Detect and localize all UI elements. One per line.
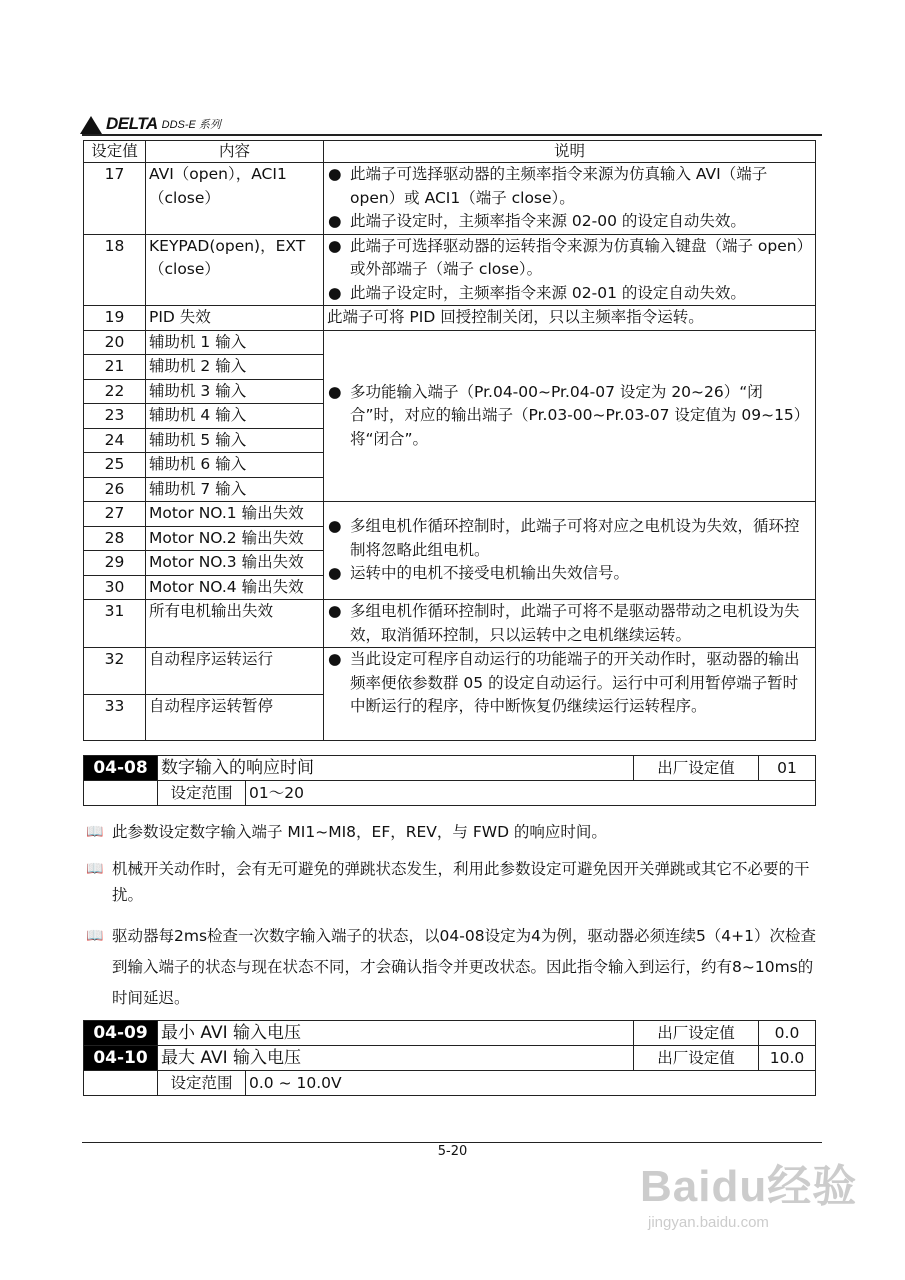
table-row [84,600,816,648]
setting-value: 27 [84,502,146,527]
note-text: 驱动器每2ms检查一次数字输入端子的状态，以04-08设定为4为例，驱动器必须连续5（4+1）次检查到输入端子的状态与现在状态不同，才会确认指令并更改状态。因此指令输入到运行，约有8~10ms的时间延迟。 [112,927,817,1007]
setting-content: Motor NO.4 输出失效 [146,575,324,600]
setting-value: 26 [84,477,146,502]
description: 此端子可选择驱动器的主频率指令来源为仿真输入 AVI（端子 open）或 ACI1（端子 close）。 [350,165,768,207]
column-header: 设定值 [84,141,146,163]
range-value: 0.0 ~ 10.0V [246,1071,816,1096]
setting-content: KEYPAD(open)，EXT（close） [146,234,324,306]
setting-value: 31 [84,600,146,648]
parameter-04-09-04-10 [83,1020,816,1096]
setting-content: Motor NO.3 输出失效 [146,551,324,576]
setting-value: 29 [84,551,146,576]
default-value: 0.0 [759,1021,816,1046]
setting-content: 所有电机输出失效 [146,600,324,648]
table-row [84,330,816,355]
setting-value: 20 [84,330,146,355]
setting-content: Motor NO.1 输出失效 [146,502,324,527]
bullet-icon: ● [328,602,342,620]
table-row [84,648,816,695]
bullet-icon: ● [328,165,342,183]
description: 多组电机作循环控制时，此端子可将对应之电机设为失效，循环控制将忽略此组电机。 [350,517,800,559]
bullet-icon: ● [328,212,342,230]
series-label: DDS-E 系列 [161,119,221,131]
table-row [84,502,816,527]
param-code: 04-10 [84,1046,158,1071]
settings-table [83,140,816,741]
watermark-url: jingyan.baidu.com [648,1214,769,1231]
note [86,921,821,1014]
setting-content: 辅助机 3 输入 [146,379,324,404]
note [86,817,821,848]
setting-value: 25 [84,453,146,478]
setting-content: AVI（open），ACI1（close） [146,163,324,235]
setting-content: Motor NO.2 输出失效 [146,526,324,551]
note [86,856,821,908]
setting-value: 18 [84,234,146,306]
bullet-icon: ● [328,564,342,583]
description: 此端子设定时，主频率指令来源 02-00 的设定自动失效。 [350,212,746,230]
description: 多组电机作循环控制时，此端子可将不是驱动器带动之电机设为失效，取消循环控制，只以运转中之电机继续运转。 [350,602,800,644]
table-row [84,163,816,235]
setting-content: 辅助机 7 输入 [146,477,324,502]
description: 此端子可选择驱动器的运转指令来源为仿真输入键盘（端子 open）或外部端子（端子 close）。 [350,236,805,278]
setting-value: 28 [84,526,146,551]
default-label: 出厂设定值 [634,756,759,781]
default-value: 10.0 [759,1046,816,1071]
note-text: 此参数设定数字输入端子 MI1~MI8，EF，REV，与 FWD 的响应时间。 [112,823,607,841]
setting-content: 自动程序运转运行 [146,648,324,695]
description: 多功能输入端子（Pr.04-00~Pr.04-07 设定为 20~26）“闭合”时，对应的输出端子（Pr.03-00~Pr.03-07 设定值为 09~15）将“闭合”。 [350,382,810,448]
setting-value: 24 [84,428,146,453]
column-header: 内容 [146,141,324,163]
page-header [80,112,221,134]
setting-content: 辅助机 1 输入 [146,330,324,355]
brand-logo: DELTA [106,114,158,133]
description: 此端子设定时，主频率指令来源 02-01 的设定自动失效。 [350,283,746,302]
bullet-icon: ● [328,283,342,302]
baidu-watermark [640,1150,857,1231]
setting-value: 30 [84,575,146,600]
setting-value: 21 [84,355,146,380]
book-icon: 📖 [86,928,104,944]
table-row [84,234,816,306]
table-row [84,306,816,331]
setting-content: 自动程序运转暂停 [146,695,324,741]
setting-content: 辅助机 5 输入 [146,428,324,453]
watermark-brand: Baidu经验 [640,1162,858,1211]
setting-value: 23 [84,404,146,429]
setting-value: 19 [84,306,146,331]
range-label: 设定范围 [158,1071,246,1096]
param-code: 04-08 [84,756,158,781]
range-label: 设定范围 [158,781,246,806]
setting-value: 22 [84,379,146,404]
table-header-row [84,141,816,163]
description: 此端子可将 PID 回授控制关闭，只以主频率指令运转。 [324,306,816,331]
setting-content: 辅助机 4 输入 [146,404,324,429]
header-divider [82,134,822,136]
setting-value: 17 [84,163,146,235]
bullet-icon: ● [328,517,342,536]
parameter-04-08 [83,755,816,806]
empty-cell [84,1071,158,1096]
param-code: 04-09 [84,1021,158,1046]
default-label: 出厂设定值 [634,1046,759,1071]
setting-value: 33 [84,695,146,741]
setting-content: PID 失效 [146,306,324,331]
footer-divider [82,1142,822,1143]
delta-logo-icon [80,116,102,134]
empty-cell [84,781,158,806]
description: 当此设定可程序自动运行的功能端子的开关动作时，驱动器的输出频率便依参数群 05 的设定自动运行。运行中可利用暂停端子暂时中断运行的程序，待中断恢复仍继续运行运转程序。 [350,650,800,715]
default-label: 出厂设定值 [634,1021,759,1046]
description: 运转中的电机不接受电机输出失效信号。 [350,564,630,583]
bullet-icon: ● [328,382,342,401]
param-name: 最小 AVI 输入电压 [158,1021,634,1046]
book-icon: 📖 [86,861,104,877]
param-name: 最大 AVI 输入电压 [158,1046,634,1071]
range-value: 01～20 [246,781,816,806]
setting-value: 32 [84,648,146,695]
param-name: 数字输入的响应时间 [158,756,634,781]
page-number: 5-20 [437,1144,468,1159]
setting-content: 辅助机 6 输入 [146,453,324,478]
column-header: 说明 [324,141,816,163]
setting-content: 辅助机 2 输入 [146,355,324,380]
bullet-icon: ● [328,236,342,255]
book-icon: 📖 [86,824,104,840]
default-value: 01 [759,756,816,781]
note-text: 机械开关动作时，会有无可避免的弹跳状态发生，利用此参数设定可避免因开关弹跳或其它不必要的干扰。 [112,860,810,904]
bullet-icon: ● [328,650,342,668]
